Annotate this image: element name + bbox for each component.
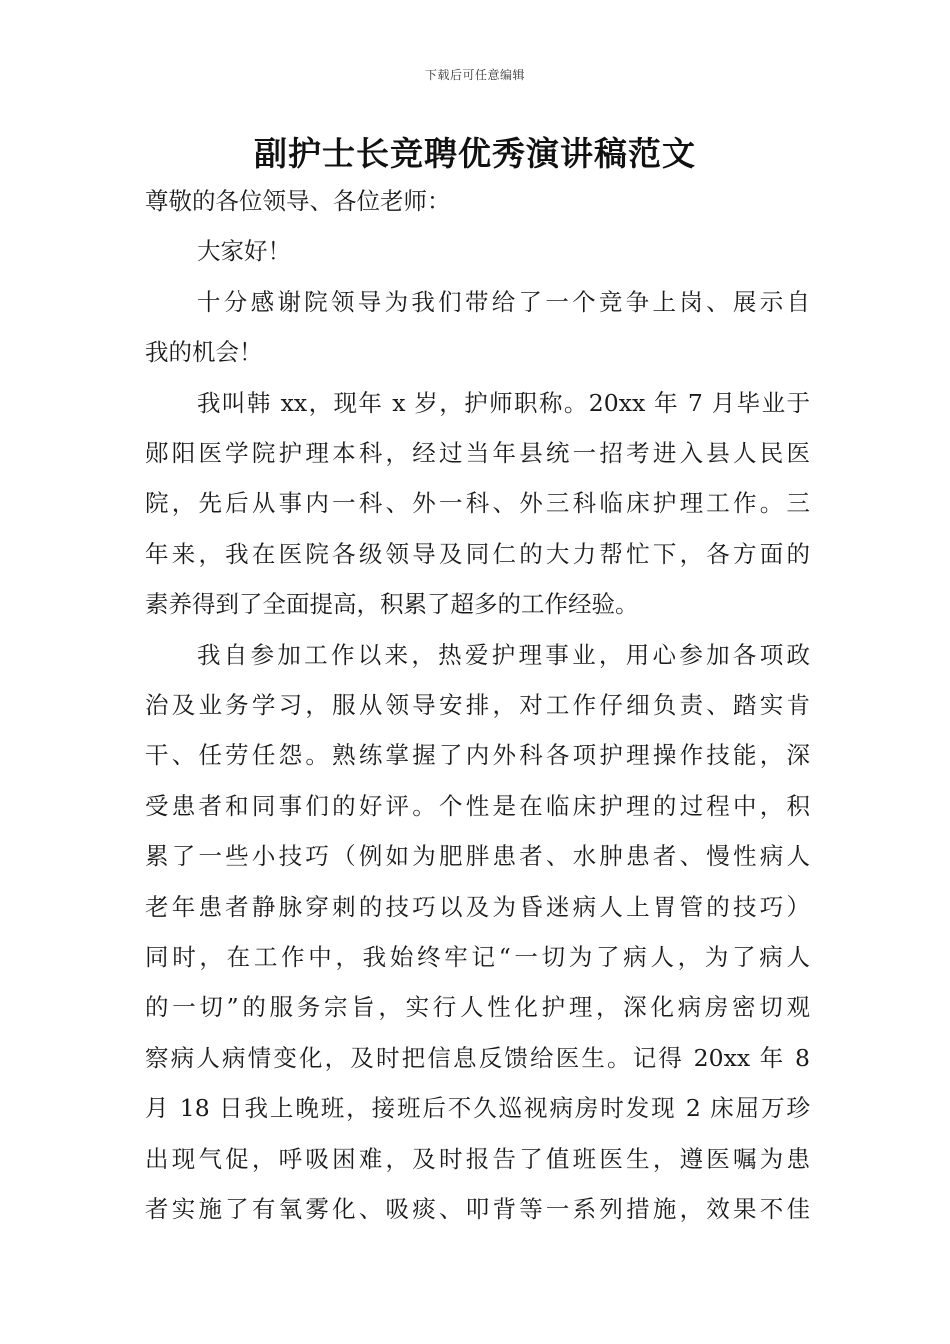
text-line: 我叫韩 xx，现年 x 岁，护师职称。20xx 年 7 月毕业于 [197,388,810,417]
text-line: 月 18 日我上晚班，接班后不久巡视病房时发现 2 床屈万珍 [145,1094,810,1123]
text-line: 我的机会！ [145,338,263,367]
text-line: 院，先后从事内一科、外一科、外三科临床护理工作。三 [145,489,810,518]
text-line: 同时，在工作中，我始终牢记“一切为了病人，为了病人 [145,943,810,971]
text-line: 者实施了有氧雾化、吸痰、叩背等一系列措施，效果不佳 [145,1195,810,1223]
text-line: 尊敬的各位领导、各位老师： [145,187,451,215]
text-line: 我自参加工作以来，热爱护理事业，用心参加各项政 [197,640,810,669]
text-line: 累了一些小技巧（例如为肥胖患者、水肿患者、慢性病人 [145,842,810,871]
text-line: 干、任劳任怨。熟练掌握了内外科各项护理操作技能，深 [145,741,810,770]
text-line: 年来，我在医院各级领导及同仁的大力帮忙下，各方面的 [145,539,810,568]
text-line: 察病人病情变化，及时把信息反馈给医生。记得 20xx 年 8 [145,1043,810,1072]
text-line: 大家好！ [197,237,291,266]
download-note: 下载后可任意编辑 [424,68,525,82]
text-line: 郧阳医学院护理本科，经过当年县统一招考进入县人民医 [145,439,810,467]
text-line: 的一切”的服务宗旨，实行人性化护理，深化病房密切观 [145,993,810,1022]
text-line: 出现气促，呼吸困难，及时报告了值班医生，遵医嘱为患 [145,1144,810,1173]
text-line: 十分感谢院领导为我们带给了一个竞争上岗、展示自 [197,287,810,316]
text-line: 素养得到了全面提高，积累了超多的工作经验。 [145,590,639,619]
text-line: 老年患者静脉穿刺的技巧以及为昏迷病人上胃管的技巧） [145,892,810,921]
text-line: 治及业务学习，服从领导安排，对工作仔细负责、踏实肯 [145,691,810,719]
document-title: 副护士长竞聘优秀演讲稿范文 [254,134,696,173]
text-line: 受患者和同事们的好评。个性是在临床护理的过程中，积 [145,791,810,820]
